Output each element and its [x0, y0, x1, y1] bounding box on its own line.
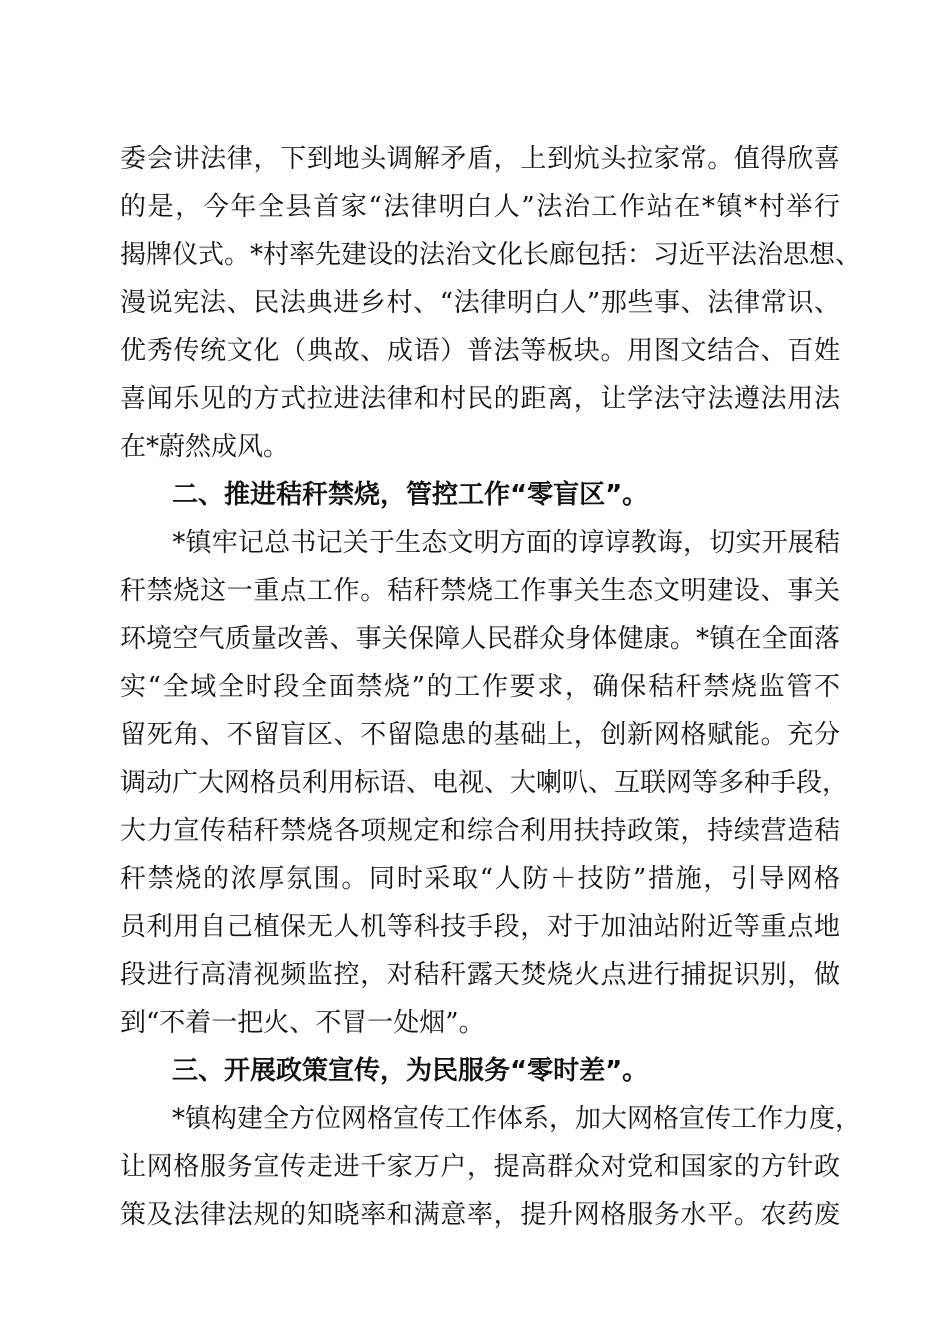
section-heading: 二、推进秸秆禁烧，管控工作“零盲区”。: [120, 480, 649, 510]
body-text-line: 大力宣传秸秆禁烧各项规定和综合利用扶持政策，持续营造秸: [120, 816, 840, 846]
body-text-line: 策及法律法规的知晓率和满意率，提升网格服务水平。农药废: [120, 1200, 840, 1230]
body-text-line: 漫说宪法、民法典进乡村、“法律明白人”那些事、法律常识、: [120, 288, 840, 318]
body-text-line: 员利用自己植保无人机等科技手段，对于加油站附近等重点地: [120, 912, 840, 942]
body-text-line: 秆禁烧的浓厚氛围。同时采取“人防＋技防”措施，引导网格: [120, 864, 840, 894]
body-text-line: 揭牌仪式。*村率先建设的法治文化长廊包括：习近平法治思想、: [120, 240, 862, 270]
body-text-line: 环境空气质量改善、事关保障人民群众身体健康。*镇在全面落: [120, 624, 840, 654]
body-text-line: 让网格服务宣传走进千家万户，提高群众对党和国家的方针政: [120, 1152, 840, 1182]
body-text-line: 到“不着一把火、不冒一处烟”。: [120, 1008, 485, 1038]
body-text-line: 实“全域全时段全面禁烧”的工作要求，确保秸秆禁烧监管不: [120, 672, 840, 702]
body-text-line: *镇牢记总书记关于生态文明方面的谆谆教诲，切实开展秸: [120, 528, 840, 558]
body-text-line: 段进行高清视频监控，对秸秆露天焚烧火点进行捕捉识别，做: [120, 960, 840, 990]
body-text-line: 喜闻乐见的方式拉进法律和村民的距离，让学法守法遵法用法: [120, 384, 840, 414]
body-text-line: 的是，今年全县首家“法律明白人”法治工作站在*镇*村举行: [120, 192, 840, 222]
body-text-line: 在*蔚然成风。: [120, 432, 290, 462]
body-text-line: 委会讲法律，下到地头调解矛盾，上到炕头拉家常。值得欣喜: [120, 144, 840, 174]
body-text-line: 秆禁烧这一重点工作。秸秆禁烧工作事关生态文明建设、事关: [120, 576, 840, 606]
body-text-line: *镇构建全方位网格宣传工作体系，加大网格宣传工作力度，: [120, 1104, 862, 1134]
body-text-line: 留死角、不留盲区、不留隐患的基础上，创新网格赋能。充分: [120, 720, 840, 750]
section-heading: 三、开展政策宣传，为民服务“零时差”。: [120, 1056, 649, 1086]
body-text-line: 调动广大网格员利用标语、电视、大喇叭、互联网等多种手段，: [120, 768, 849, 798]
body-text-line: 优秀传统文化（典故、成语）普法等板块。用图文结合、百姓: [120, 336, 840, 366]
